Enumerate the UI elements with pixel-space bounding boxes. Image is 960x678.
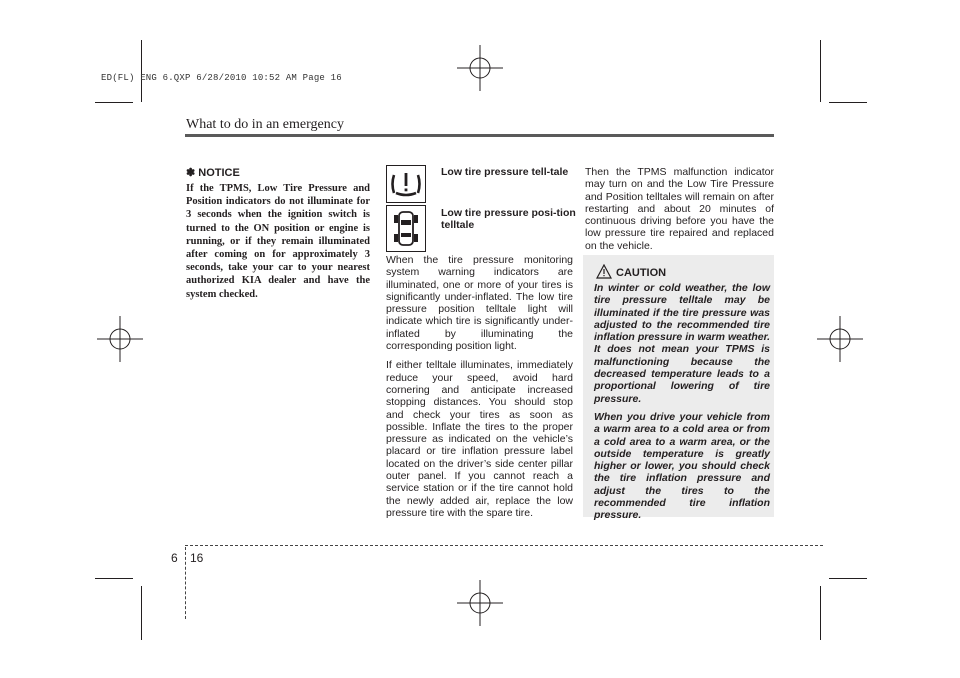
caution-heading: CAUTION	[616, 267, 667, 279]
crop-mark	[829, 578, 867, 579]
page-number: 16	[190, 551, 204, 565]
paragraph: If either telltale illuminates, immediately reduce your speed, avoid hard cornering and anticipate increased stopping distances. You should stop and check your tires as soon as possible. Inflate the tires to the proper pressure as indicated on the vehicle’s placard or tire inflation pressure label located on the driver’s side center pillar outer panel. If you cannot reach a service station or if the tire cannot hold the newly added air, replace the low pressure tire with the spare tire.	[386, 359, 573, 519]
notice-heading	[186, 166, 240, 179]
chapter-number: 6	[171, 551, 178, 565]
column3-text	[585, 166, 774, 259]
caution-body	[594, 282, 770, 528]
low-tire-pressure-telltale-icon	[387, 166, 425, 202]
notice-label: NOTICE	[198, 167, 240, 179]
low-tire-pressure-telltale-box	[386, 165, 426, 203]
crop-mark	[141, 586, 142, 640]
crop-mark	[95, 578, 133, 579]
paragraph: Then the TPMS malfunction indicator may turn on and the Low Tire Pressure and Position telltales will remain on after restarting and about 20 minutes of continuous driving before you have the low pressure tire repaired and replaced on the vehicle.	[585, 166, 774, 252]
low-tire-pressure-telltale-label: Low tire pressure tell-tale	[441, 166, 569, 178]
tire-position-telltale-icon	[387, 206, 425, 251]
notice-body: If the TPMS, Low Tire Pressure and Position indicators do not illuminate for 3 seconds when the ignition switch is turned to the ON position or engine is running, or if they remain illuminated after coming on for approximately 3 seconds, take your car to your nearest authorized KIA dealer and have the system checked.	[186, 183, 370, 300]
column2-text	[386, 254, 573, 526]
crop-mark	[820, 40, 821, 102]
footer-rule	[185, 545, 823, 546]
caution-paragraph: When you drive your vehicle from a warm area to a cold area or from a cold area to a warm area, or the outside temperature is greatly higher or lower, you should check the tire inflation pressure and adjust the tires to the recommended tire inflation pressure.	[594, 410, 770, 522]
registration-mark-bottom	[455, 578, 505, 628]
print-slug-line: ED(FL) ENG 6.QXP 6/28/2010 10:52 AM Page 16	[101, 73, 342, 83]
caution-paragraph: In winter or cold weather, the low tire pressure telltale may be illuminated if the tire pressure was adjusted to the recommended tire inflation pressure in warm weather. It does not mean your TPMS is malfunctioning because the decreased temperature leads to a proportional lowering of tire pressure.	[594, 282, 770, 405]
crop-mark	[95, 102, 133, 103]
crop-mark	[141, 40, 142, 102]
crop-mark	[820, 586, 821, 640]
notice-symbol: ✽	[186, 167, 196, 179]
warning-triangle-icon	[596, 264, 612, 279]
crop-mark	[829, 102, 867, 103]
registration-mark-left	[95, 314, 145, 364]
paragraph: When the tire pressure monitoring system warning indicators are illuminated, one or more of your tires is significantly under-inflated. The low tire pressure position telltale light will indicate which tire is significantly under-inflated by illuminating the corresponding position light.	[386, 254, 573, 353]
footer-divider	[185, 547, 186, 619]
registration-mark-top	[455, 43, 505, 93]
registration-mark-right	[815, 314, 865, 364]
header-rule	[185, 134, 774, 137]
tire-position-telltale-box	[386, 205, 426, 252]
tire-position-telltale-label: Low tire pressure posi-tion telltale	[441, 207, 576, 231]
section-header-title: What to do in an emergency	[186, 117, 344, 132]
